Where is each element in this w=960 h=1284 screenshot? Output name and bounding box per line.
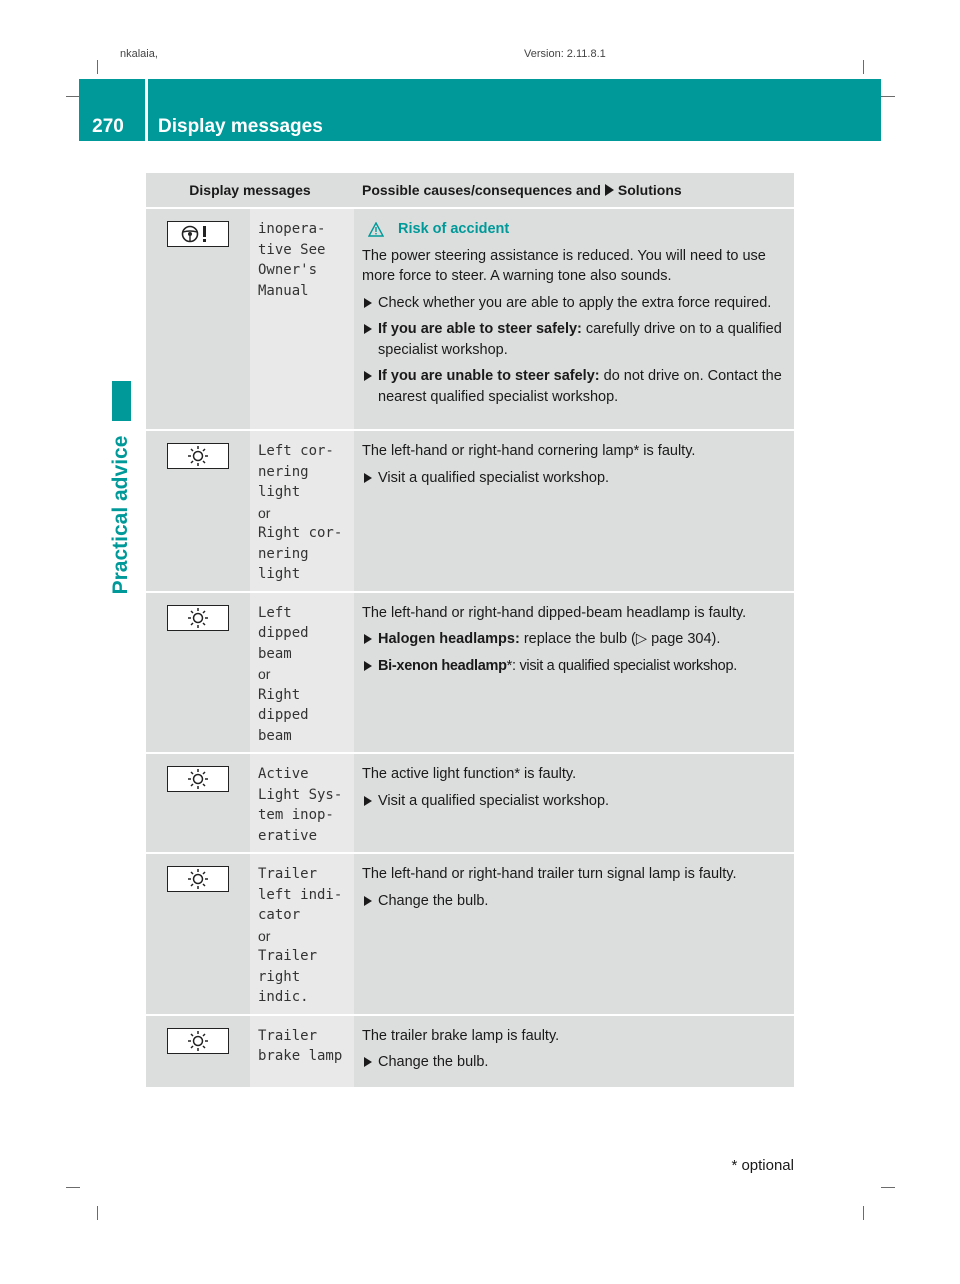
solution-step: Bi-xenon headlamp*: visit a qualified specialist workshop. bbox=[362, 656, 788, 677]
table-row bbox=[146, 1015, 794, 1087]
display-messages-table bbox=[146, 173, 794, 1087]
solution-step: If you are able to steer safely: carefully drive on to a qualified specialist workshop. bbox=[362, 319, 788, 360]
table-header-row bbox=[146, 173, 794, 208]
top-strip-right: Version: 2.11.8.1 bbox=[524, 48, 606, 60]
solution-step: Visit a qualified specialist workshop. bbox=[362, 791, 788, 812]
solution-step: Change the bulb. bbox=[362, 891, 788, 912]
icon-cell bbox=[146, 592, 250, 754]
crop-mark bbox=[97, 1206, 98, 1220]
section-side-label: Practical advice bbox=[109, 435, 132, 595]
crop-mark bbox=[863, 1206, 864, 1220]
page-number: 270 bbox=[92, 116, 124, 137]
solution-cell bbox=[354, 853, 794, 1015]
crop-mark bbox=[881, 1187, 895, 1188]
cause-text: The left-hand or right-hand cornering lamp* is faulty. bbox=[362, 443, 696, 459]
crop-mark bbox=[66, 96, 80, 97]
bulb-icon bbox=[167, 766, 229, 792]
crop-mark bbox=[97, 60, 98, 74]
message-cell: Left cor‐ nering light or Right cor‐ nering light bbox=[250, 430, 354, 592]
message-cell: Left dipped beam or Right dipped beam bbox=[250, 592, 354, 754]
table-row bbox=[146, 430, 794, 592]
crop-mark bbox=[881, 96, 895, 97]
solution-step: If you are unable to steer safely: do not drive on. Contact the nearest qualified specialist workshop. bbox=[362, 366, 788, 407]
crop-mark bbox=[863, 60, 864, 74]
message-cell: Trailer brake lamp bbox=[250, 1015, 354, 1087]
cause-text: The trailer brake lamp is faulty. bbox=[362, 1027, 560, 1044]
icon-cell bbox=[146, 753, 250, 853]
solution-cell bbox=[354, 1015, 794, 1087]
icon-cell bbox=[146, 208, 250, 430]
top-strip-left: nkalaia, bbox=[120, 48, 158, 60]
icon-cell bbox=[146, 430, 250, 592]
table-row bbox=[146, 853, 794, 1015]
message-cell: inopera‐ tive See Owner's Manual bbox=[250, 208, 354, 430]
bulb-icon bbox=[167, 605, 229, 631]
solution-step: Check whether you are able to apply the extra force required. bbox=[362, 293, 788, 314]
message-cell: Active Light Sys‐ tem inop‐ erative bbox=[250, 753, 354, 853]
message-cell: Trailer left indi‐ cator or Trailer right indic. bbox=[250, 853, 354, 1015]
icon-cell bbox=[146, 1015, 250, 1087]
footer-note: * optional bbox=[731, 1157, 794, 1174]
bulb-icon bbox=[167, 1028, 229, 1054]
cause-text: The left-hand or right-hand dipped-beam headlamp is faulty. bbox=[362, 604, 747, 621]
solution-cell bbox=[354, 208, 794, 430]
warning-note: Risk of accident bbox=[362, 219, 788, 240]
col-header-display: Display messages bbox=[146, 173, 354, 208]
table-row bbox=[146, 753, 794, 853]
solution-cell bbox=[354, 753, 794, 853]
solution-cell bbox=[354, 430, 794, 592]
page-title: Display messages bbox=[158, 116, 323, 137]
header-divider bbox=[145, 79, 148, 141]
section-tab-marker bbox=[112, 381, 131, 421]
bulb-icon bbox=[167, 866, 229, 892]
crop-mark bbox=[66, 1187, 80, 1188]
solution-cell bbox=[354, 592, 794, 754]
arrow-icon bbox=[605, 184, 614, 196]
solution-step: Halogen headlamps: replace the bulb (▷ page 304). bbox=[362, 629, 788, 650]
cause-text: The active light function* is faulty. bbox=[362, 766, 577, 782]
steering-warning-icon bbox=[167, 221, 229, 247]
table-row bbox=[146, 592, 794, 754]
solution-step: Change the bulb. bbox=[362, 1052, 788, 1073]
table-row bbox=[146, 208, 794, 430]
cause-text: The left-hand or right-hand trailer turn signal lamp is faulty. bbox=[362, 866, 737, 882]
icon-cell bbox=[146, 853, 250, 1015]
col-header-causes: Possible causes/consequences and Solutions bbox=[354, 173, 794, 208]
bulb-icon bbox=[167, 443, 229, 469]
warning-triangle-icon bbox=[368, 222, 384, 237]
solution-step: Visit a qualified specialist workshop. bbox=[362, 468, 788, 489]
cause-text: The power steering assistance is reduced. You will need to use more force to steer. A warning tone also sounds. bbox=[362, 247, 766, 284]
